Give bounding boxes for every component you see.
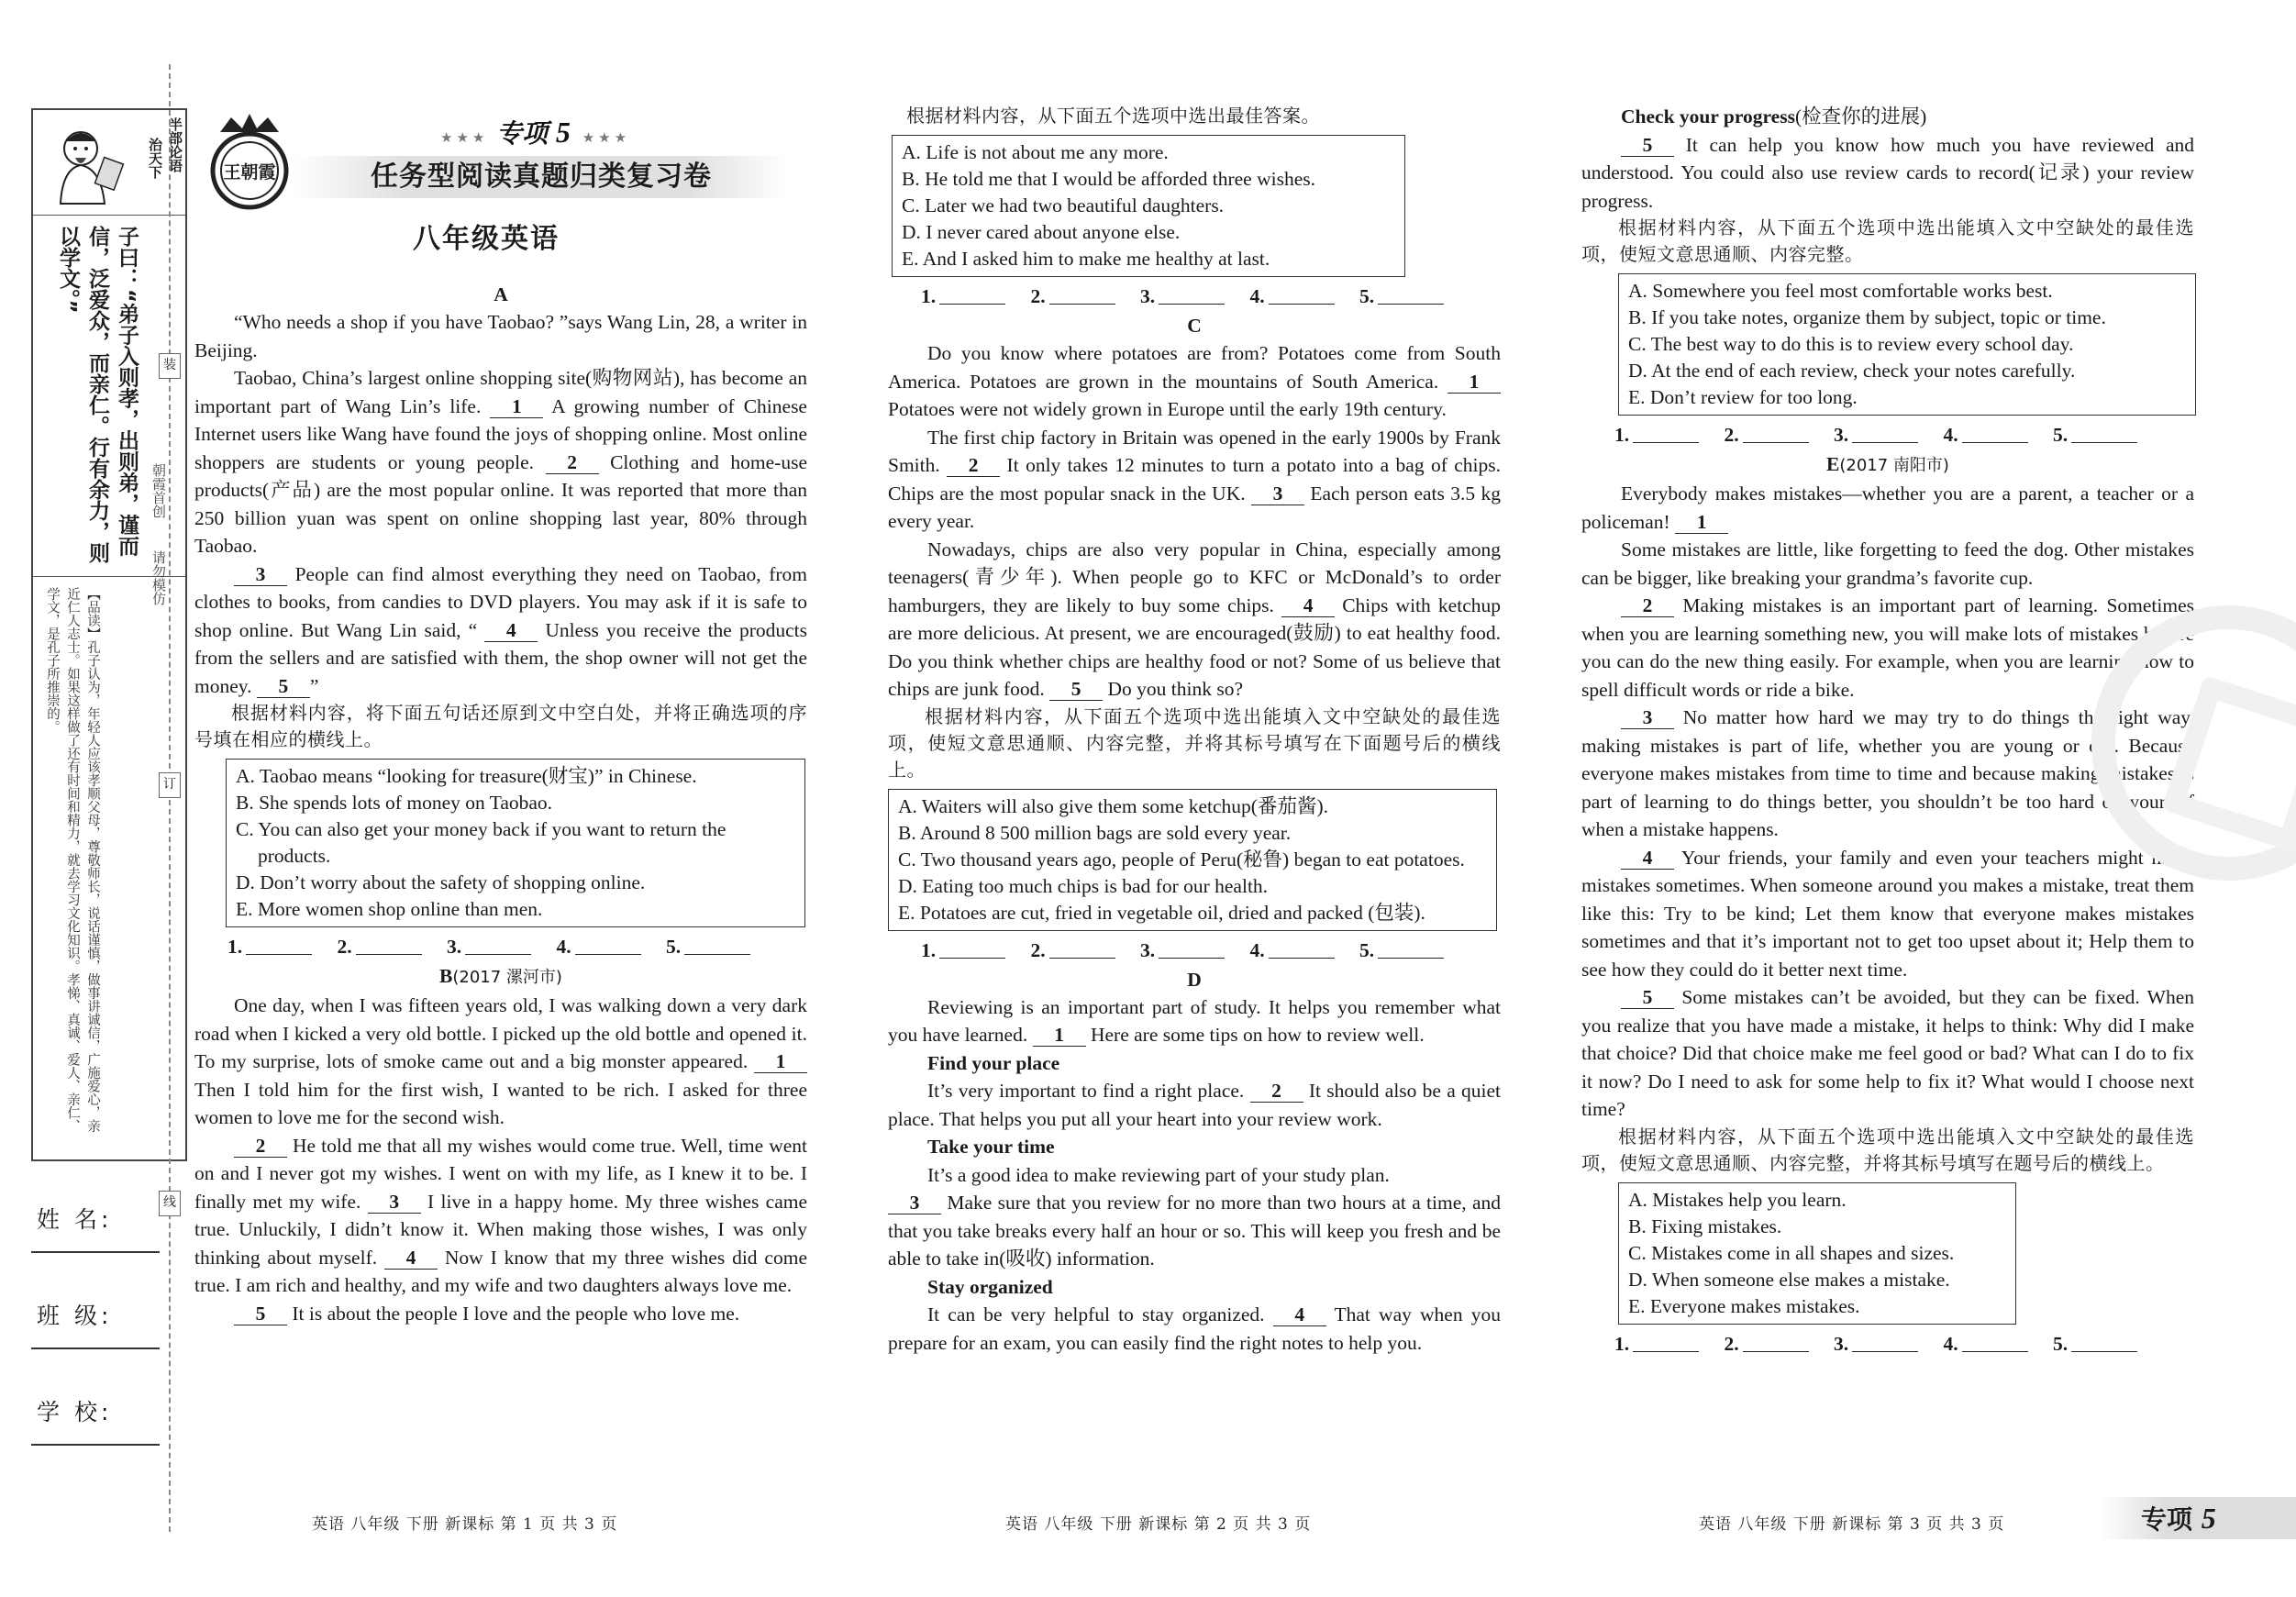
- section-a-p3: 3 People can find almost everything they need on Taobao, from clothes to books, from candies to DVD players. You may ask if it is safe to shop online. But Wang Lin said, “ 4 Unless you receive the products from the sellers and are satisfied with them, the shop owner will not get the money. 5 ”: [194, 562, 808, 697]
- answer-slot[interactable]: 2.: [1725, 421, 1809, 449]
- answer-slot[interactable]: 1.: [227, 933, 312, 960]
- section-e-instruction: 根据材料内容，从下面五个选项中选出能填入文中空缺处的最佳选项，使短文意思通顺、内容完整，并将其标号填写在题号后的横线上。: [1581, 1125, 2194, 1174]
- option-c: C. Later we had two beautiful daughters.: [902, 194, 1225, 216]
- section-a-answers: [227, 933, 807, 960]
- footer-page-2: 英语 八年级 下册 新课标 第 2 页 共 3 页: [1005, 1515, 1312, 1534]
- answer-slot[interactable]: 1.: [921, 937, 1005, 964]
- option-d: D. Don’t worry about the safety of shopping online.: [236, 871, 646, 893]
- blank-a2[interactable]: 2: [546, 451, 599, 474]
- binding-line: [169, 64, 171, 1532]
- option-e: E. More women shop online than men.: [236, 898, 543, 920]
- svg-text:王朝霞: 王朝霞: [223, 162, 276, 183]
- footer-page-3: 英语 八年级 下册 新课标 第 3 页 共 3 页: [1699, 1515, 2005, 1534]
- page-title: 任务型阅读真题归类复习卷: [294, 156, 789, 198]
- option-c: C. You can also get your money back if you want to return the products.: [236, 818, 727, 867]
- section-c-instruction: 根据材料内容，从下面五个选项中选出能填入文中空缺处的最佳选项，使短文意思通顺、内容完整，并将其标号填写在下面题号后的横线上。: [888, 704, 1501, 781]
- blank-e5[interactable]: 5: [1621, 986, 1674, 1009]
- stars-left: ★★★: [440, 129, 489, 146]
- option-b: B. She spends lots of money on Taobao.: [236, 792, 553, 814]
- bind-mark-xian: 线: [159, 1191, 181, 1216]
- blank-c1[interactable]: 1: [1447, 371, 1501, 394]
- section-e-p2: Some mistakes are little, like forgetting to feed the dog. Other mistakes can be bigger, like breaking your grandma’s favorite cup.: [1581, 538, 2194, 589]
- series-label: [440, 114, 630, 150]
- answer-slot[interactable]: 4.: [557, 933, 641, 960]
- series-word: 专项: [496, 118, 549, 149]
- blank-a5[interactable]: 5: [257, 675, 310, 698]
- section-a-p2: Taobao, China’s largest online shopping site(购物网站), has become an important part of Wang Lin’s life. 1 A growing number of Chinese Internet users like Wang have found the joys of shopping online. Most online shoppers are students or young people. 2 Clothing and home-use products(产品) are the most popular online. It was reported that more than 250 billion yuan was spent on online shopping last year, 80% through Taobao.: [194, 367, 808, 557]
- section-d-p2: It’s very important to find a right place. 2 It should also be a quiet place. That helps you put all your heart into your review work.: [888, 1080, 1502, 1130]
- section-c-options: [888, 789, 1497, 931]
- answer-slot[interactable]: 5.: [666, 933, 750, 960]
- section-e-title: E(2017 南阳市): [1826, 453, 1949, 475]
- section-b-options: [892, 135, 1405, 277]
- blank-e1[interactable]: 1: [1675, 511, 1728, 534]
- option-b: B. He told me that I would be afforded three wishes.: [902, 168, 1315, 190]
- name-field[interactable]: [31, 1183, 160, 1280]
- section-e-options: [1618, 1182, 2016, 1325]
- blank-b5[interactable]: 5: [234, 1303, 287, 1325]
- option-b: B. Around 8 500 million bags are sold every year.: [898, 821, 1292, 844]
- answer-slot[interactable]: 4.: [1250, 937, 1335, 964]
- column-2: [888, 103, 1501, 1357]
- blank-c4[interactable]: 4: [1281, 594, 1335, 617]
- bind-mark-ding: 订: [159, 772, 181, 798]
- section-d-heading-1: Find your place: [927, 1051, 1060, 1074]
- answer-slot[interactable]: 4.: [1944, 421, 2028, 449]
- option-e: E. And I asked him to make me healthy at last.: [902, 248, 1270, 270]
- school-line: [31, 1444, 160, 1446]
- answer-slot[interactable]: 4.: [1250, 283, 1335, 310]
- section-b-p3: 5 It is about the people I love and the people who love me.: [194, 1300, 807, 1328]
- section-e-p4: 3 No matter how hard we may try to do things the right way, making mistakes is part of life, whether you are young or old. Because everyone makes mistakes from time to time and because making mistakes is part of learning to do things better, you shouldn’t be too hard on yourself when a mistake happens.: [1581, 706, 2194, 840]
- confucius-cartoon-icon: [44, 123, 128, 205]
- section-d-heading-4: Check your progress(检查你的进展): [1621, 105, 1927, 128]
- blank-b3[interactable]: 3: [368, 1191, 421, 1214]
- footer-page-1: 英语 八年级 下册 新课标 第 1 页 共 3 页: [312, 1515, 618, 1534]
- option-a: A. Mistakes help you learn.: [1628, 1188, 1847, 1211]
- blank-d2[interactable]: 2: [1250, 1080, 1303, 1103]
- section-c-p2: The first chip factory in Britain was opened in the early 1900s by Frank Smith. 2 It only takes 12 minutes to turn a potato into a bag of chips. Chips are the most popular snack in the UK. 3 Each person eats 3.5 kg every year.: [888, 426, 1502, 532]
- publisher-logo-icon: [204, 112, 295, 215]
- blank-d3[interactable]: 3: [888, 1192, 941, 1214]
- section-d-title: D: [1187, 968, 1202, 991]
- corner-label: 专项: [2141, 1504, 2193, 1535]
- section-c-title: C: [1187, 315, 1202, 337]
- answer-slot[interactable]: 5.: [2053, 1330, 2137, 1358]
- section-d-p1: Reviewing is an important part of study. It helps you remember what you have learned. 1 Here are some tips on how to review well.: [888, 995, 1501, 1046]
- section-a-title: A: [494, 283, 508, 305]
- section-d-heading-3: Stay organized: [927, 1275, 1053, 1298]
- blank-e3[interactable]: 3: [1621, 706, 1674, 729]
- binding-note-1: 朝霞首创: [150, 463, 167, 518]
- blank-b4[interactable]: 4: [384, 1247, 438, 1270]
- section-b-answers: [921, 283, 1501, 310]
- section-e-p1: Everybody makes mistakes—whether you are a parent, a teacher or a policeman! 1: [1581, 482, 2194, 533]
- school-field[interactable]: [31, 1376, 160, 1472]
- section-c-p3: Nowadays, chips are also very popular in China, especially among teenagers(青少年). When people go to KFC or McDonald’s to order hamburgers, they are likely to buy some chips. 4 Chips with ketchup are more delicious. At present, we are encouraged(鼓励) to eat healthy food. Do you think whether chips are healthy food or not? Some of us believe that chips are junk food. 5 Do you think so?: [888, 538, 1501, 700]
- blank-c5[interactable]: 5: [1049, 678, 1103, 701]
- blank-d1[interactable]: 1: [1033, 1024, 1086, 1047]
- section-a-instruction: 根据材料内容，将下面五句话还原到文中空白处，并将正确选项的序号填在相应的横线上。: [194, 702, 807, 750]
- blank-b2[interactable]: 2: [234, 1135, 287, 1158]
- blank-a3[interactable]: 3: [234, 563, 287, 586]
- section-b-title: B(2017 漯河市): [439, 965, 562, 987]
- section-d-p5: It can be very helpful to stay organized. 4 That way when you prepare for an exam, you can easily find the right notes to help you.: [888, 1303, 1502, 1354]
- blank-e4[interactable]: 4: [1621, 847, 1674, 870]
- section-d-options: [1618, 273, 2196, 416]
- section-c-answers: [921, 937, 1501, 964]
- answer-slot[interactable]: 2.: [1031, 283, 1115, 310]
- answer-slot[interactable]: 3.: [447, 933, 531, 960]
- section-d-heading-2: Take your time: [927, 1136, 1055, 1158]
- answer-slot[interactable]: 3.: [1834, 1330, 1918, 1358]
- answer-slot[interactable]: 1.: [1614, 421, 1699, 449]
- answer-slot[interactable]: 4.: [1944, 1330, 2028, 1358]
- answer-slot[interactable]: 2.: [1031, 937, 1115, 964]
- answer-slot[interactable]: 3.: [1834, 421, 1918, 449]
- binding-note-2: 请勿模仿: [150, 550, 167, 605]
- section-d-p6: 5 It can help you know how much you have reviewed and understood. You could also use review cards to record(记录) your review progress.: [1581, 133, 2194, 212]
- section-e-answers: [1614, 1330, 2194, 1358]
- section-d-instruction: 根据材料内容，从下面五个选项中选出能填入文中空缺处的最佳选项，使短文意思通顺、内容完整。: [1581, 216, 2194, 265]
- answer-slot[interactable]: 1.: [1614, 1330, 1699, 1358]
- student-info: [31, 1183, 160, 1472]
- section-e-p6: 5 Some mistakes can’t be avoided, but they can be fixed. When you realize that you have made a mistake, it helps to think: Why did I make that choice? Did that choice make me feel good or bad? What can I do to fix it now? Do I need to ask for some help to fix it? What would I choose next time?: [1581, 986, 2195, 1120]
- option-a: A. Life is not about me any more.: [902, 141, 1169, 163]
- blank-d5[interactable]: 5: [1621, 134, 1674, 157]
- option-c: C. Mistakes come in all shapes and sizes.: [1628, 1241, 1955, 1264]
- corner-series-tag: [2099, 1497, 2296, 1539]
- page-subtitle: 八年级英语: [413, 223, 560, 255]
- section-b-p1: One day, when I was fifteen years old, I was walking down a very dark road when I kicked a very old bottle. I picked up the old bottle and opened it. To my surprise, lots of smoke came out and a big monster appeared. 1 Then I told him for the first wish, I wanted to be rich. I asked for three women to love me for the second wish.: [194, 994, 807, 1128]
- school-label: 学 校:: [37, 1399, 113, 1425]
- series-number: 5: [555, 116, 574, 149]
- answer-slot[interactable]: 2.: [338, 933, 422, 960]
- bind-mark-zhuang: 装: [159, 353, 181, 379]
- class-field[interactable]: [31, 1280, 160, 1376]
- answer-slot[interactable]: 5.: [2053, 421, 2137, 449]
- blank-c3[interactable]: 3: [1251, 482, 1304, 505]
- motto-line-2: 治天下: [147, 138, 163, 179]
- name-line: [31, 1251, 160, 1253]
- option-e: E. Everyone makes mistakes.: [1628, 1294, 1860, 1317]
- option-e: E. Don’t review for too long.: [1628, 386, 1858, 408]
- blank-b1[interactable]: 1: [754, 1050, 807, 1073]
- quote-panel: [31, 108, 187, 1161]
- quote-header: [33, 110, 185, 216]
- quote-commentary: 【品读】孔子认为，年轻人应该孝顺父母，尊敬师长，说话谨慎，做事讲诚信，广施爱心，亲近仁人志士。如果这样做了还有时间和精力，就去学习文化知识。孝悌、真诚、爱人、亲仁、学文，是孔子所推崇的。: [45, 587, 100, 1133]
- option-d: D. Eating too much chips is bad for our health.: [898, 874, 1269, 897]
- answer-slot[interactable]: 3.: [1140, 937, 1225, 964]
- option-d: D. At the end of each review, check your notes carefully.: [1628, 360, 2076, 382]
- section-e-p3: 2 Making mistakes is an important part of learning. Sometimes when you are learning something new, you will make lots of mistakes before you can do the new thing easily. For example, when you are learning how to spell difficult words or ride a bike.: [1581, 594, 2194, 701]
- blank-c2[interactable]: 2: [947, 454, 1000, 477]
- answer-slot[interactable]: 2.: [1725, 1330, 1809, 1358]
- name-label: 姓 名:: [37, 1206, 113, 1233]
- answer-slot[interactable]: 1.: [921, 283, 1005, 310]
- section-b-instruction: 根据材料内容，从下面五个选项中选出最佳答案。: [906, 105, 1320, 127]
- class-label: 班 级:: [37, 1303, 113, 1329]
- answer-slot[interactable]: 5.: [1359, 937, 1444, 964]
- option-d: D. I never cared about anyone else.: [902, 221, 1181, 243]
- option-a: A. Somewhere you feel most comfortable works best.: [1628, 280, 2053, 302]
- section-b-p2: 2 He told me that all my wishes would come true. Well, time went on and I never got my wishes. I went on with my life, as I knew it to be. I finally met my wife. 3 I live in a happy home. My three wishes came true. Unluckily, I didn’t know it. When making those wishes, I was only thinking about myself. 4 Now I know that my three wishes did come true. I am rich and healthy, and my wife and two daughters always love me.: [194, 1134, 808, 1296]
- answer-slot[interactable]: 3.: [1140, 283, 1225, 310]
- option-d: D. When someone else makes a mistake.: [1628, 1268, 1950, 1291]
- blank-a1[interactable]: 1: [490, 395, 543, 418]
- blank-e2[interactable]: 2: [1621, 594, 1674, 617]
- option-e: E. Potatoes are cut, fried in vegetable oil, dried and packed (包装).: [898, 901, 1425, 924]
- blank-a4[interactable]: 4: [484, 619, 538, 642]
- option-b: B. Fixing mistakes.: [1628, 1214, 1782, 1237]
- option-c: C. Two thousand years ago, people of Peru(秘鲁) began to eat potatoes.: [898, 848, 1465, 871]
- stars-right: ★★★: [582, 129, 631, 146]
- section-d-p3: It’s a good idea to make reviewing part of your study plan.: [927, 1163, 1390, 1186]
- section-a-options: [226, 759, 805, 927]
- motto-line-1: 半部论语: [167, 117, 183, 172]
- option-c: C. The best way to do this is to review every school day.: [1628, 333, 2074, 355]
- option-b: B. If you take notes, organize them by subject, topic or time.: [1628, 306, 2106, 328]
- section-c-p1: Do you know where potatoes are from? Potatoes come from South America. Potatoes are grown in the mountains of South America. 1 Potatoes were not widely grown in Europe until the early 19th century.: [888, 342, 1501, 420]
- option-a: A. Waiters will also give them some ketchup(番茄酱).: [898, 794, 1328, 817]
- blank-d4[interactable]: 4: [1273, 1303, 1326, 1326]
- option-a: A. Taobao means “looking for treasure(财宝)” in Chinese.: [236, 765, 697, 787]
- section-d-p4: 3 Make sure that you review for no more than two hours at a time, and that you take breaks every half an hour or so. This will keep you fresh and be able to take in(吸收) information.: [888, 1192, 1502, 1270]
- section-d-answers: [1614, 421, 2194, 449]
- answer-slot[interactable]: 5.: [1359, 283, 1444, 310]
- class-line: [31, 1347, 160, 1349]
- section-e-p5: 4 Your friends, your family and even your teachers might make mistakes sometimes. When someone around you makes a mistake, treat them like this: Try to be kind; Let them know that everyone makes mistakes sometimes and that it’s important not to get too upset about it; Help them to see how they could do it better next time.: [1581, 846, 2194, 981]
- column-1: [194, 281, 807, 1327]
- section-a-p1: “Who needs a shop if you have Taobao? ”says Wang Lin, 28, a writer in Beijing.: [194, 311, 807, 361]
- corner-number: 5: [2201, 1502, 2216, 1535]
- confucius-quote: 子曰：“弟子入则孝，出则弟，谨而信，泛爱众，而亲仁。行有余力，则以学文。”: [56, 226, 139, 563]
